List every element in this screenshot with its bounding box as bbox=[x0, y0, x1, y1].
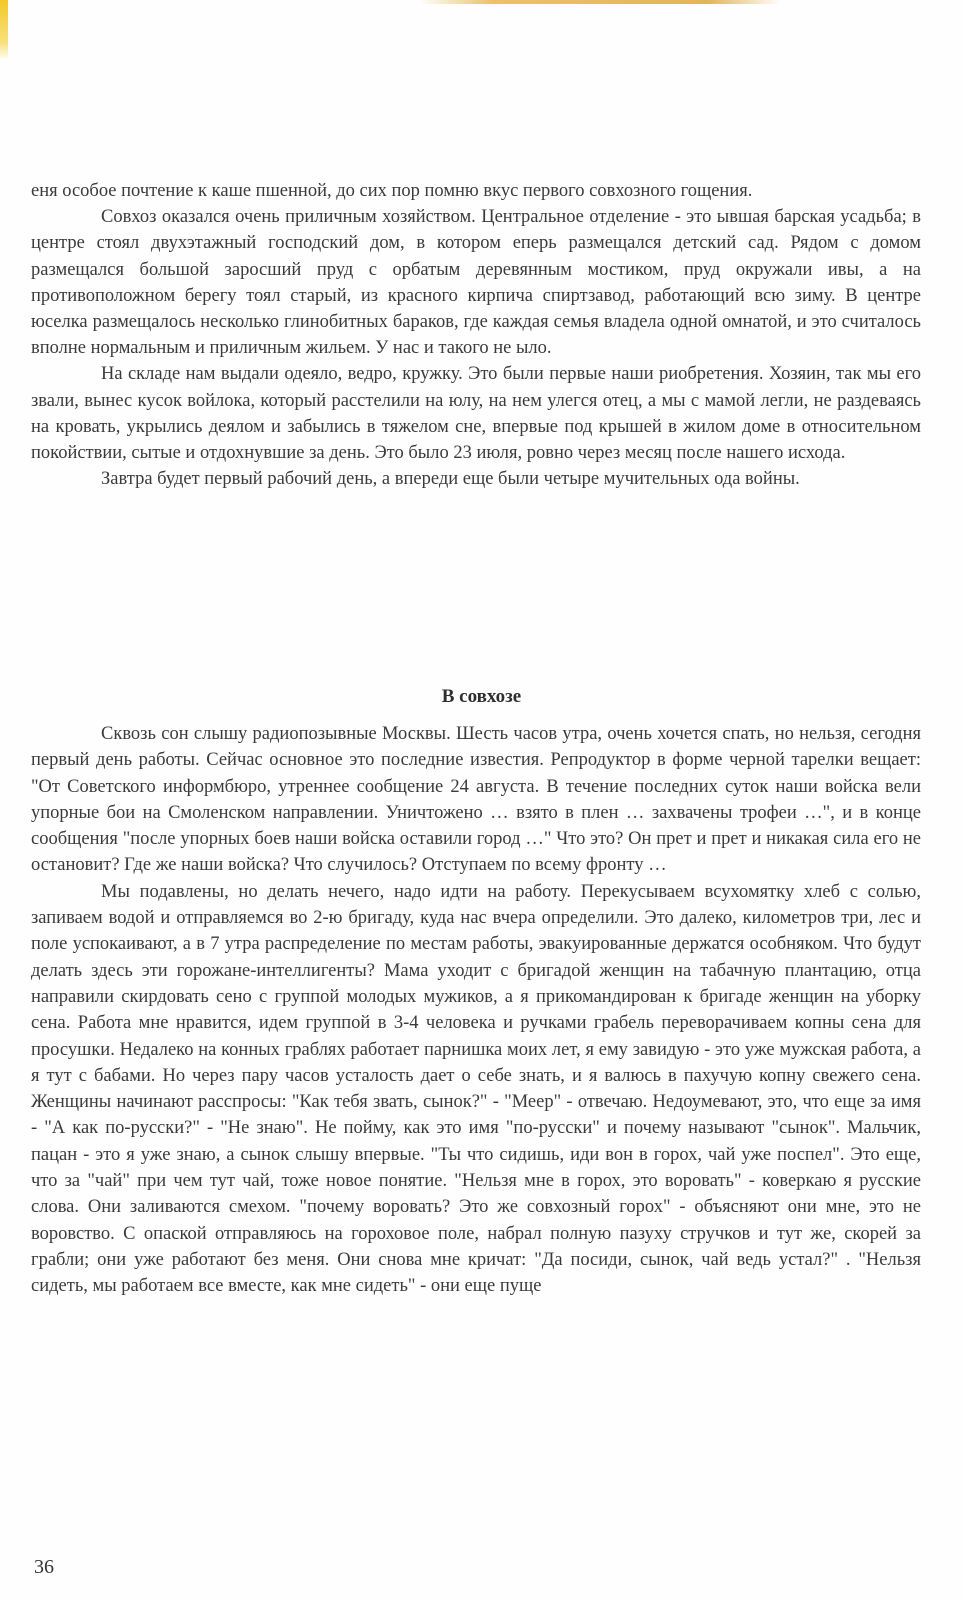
paragraph: Сквозь сон слышу радиопозывные Москвы. Шесть часов утра, очень хочется спать, но нельзя, сегодня первый день работы. Сейчас основное это последние известия. Репродуктор в форме черной тарелки вещает: "От Советского информбюро, утреннее сообщение 24 августа. В течение последних суток наши войска вели упорные бои на Смоленском направлении. Уничтожено … взято в плен … захвачены трофеи …", и в конце сообщения "после упорных боев наши войска оставили город …" Что это? Он прет и прет и никакая сила его не остановит? Где же наши войска? Что случилось? Отступаем по всему фронту … bbox=[31, 724, 921, 876]
paragraph: еня особое почтение к каше пшенной, до сих пор помню вкус первого совхозного гощения. bbox=[31, 181, 753, 201]
text-after-section bbox=[31, 721, 921, 1300]
text-before-section bbox=[31, 178, 921, 492]
scan-edge-mark bbox=[0, 0, 8, 60]
scan-top-mark bbox=[420, 0, 780, 4]
paragraph: Мы подавлены, но делать нечего, надо идти на работу. Перекусываем всухомятку хлеб с солью, запиваем водой и отправляемся во 2-ю бригаду, куда нас вчера определили. Это далеко, километров три, лес и поле успокаивают, а в 7 утра распределение по местам работы, эвакуированные держатся особняком. Что будут делать здесь эти горожане-интеллигенты? Мама уходит с бригадой женщин на табачную плантацию, отца направили скирдовать сено с группой молодых мужиков, а я прикомандирован к бригаде женщин на уборку сена. Работа мне нравится, идем группой в 3-4 человека и ручками грабель переворачиваем копны сена для просушки. Недалеко на конных граблях работает парнишка моих лет, я ему завидую - это уже мужская работа, а я тут с бабами. Но через пару часов усталость дает о себе знать, и я валюсь в пахучую копну свежего сена. Женщины начинают расспросы: "Как тебя звать, сынок?" - "Меер" - отвечаю. Недоумевают, это, что еще за имя - "А как по-русски?" - "Не знаю". Не пойму, как это имя "по-русски" и почему называют "сынок". Мальчик, пацан - это я уже знаю, а сынок слышу впервые. "Ты что сидишь, иди вон в горох, чай уже поспел". Это еще, что за "чай" при чем тут чай, тоже новое понятие. "Нельзя мне в горох, это воровать" - коверкаю я русские слова. Они заливаются смехом. "почему воровать? Это же совхозный горох" - объясняют они мне, это не воровство. С опаской отправляюсь на гороховое поле, набрал полную пазуху стручков и тут же, скорей за грабли; они уже работают без меня. Они снова мне кричат: "Да посиди, сынок, чай ведь устал?" . "Нельзя сидеть, мы работаем все вместе, как мне сидеть" - они еще пуще bbox=[31, 881, 921, 1297]
section-heading: В совхозе bbox=[441, 686, 522, 707]
paragraph: На складе нам выдали одеяло, ведро, кружку. Это были первые наши риобретения. Хозяин, так мы его звали, вынес кусок войлока, который расстелили на юлу, на нем улегся отец, а мы с мамой легли, не раздеваясь на кровать, укрылись деялом и забылись в тяжелом сне, впервые под крышей в жилом доме в относительном покойствии, сытые и отдохнувшие за день. Это было 23 июля, ровно через месяц после нашего исхода. bbox=[31, 364, 921, 464]
paragraph: Завтра будет первый рабочий день, а впереди еще были четыре мучительных ода войны. bbox=[101, 469, 800, 490]
page-number: 36 bbox=[34, 1556, 54, 1578]
paragraph: Совхоз оказался очень приличным хозяйством. Центральное отделение - это ывшая барская усадьба; в центре стоял двухэтажный господский дом, в котором еперь размещался детский сад. Рядом с домом размещался большой заросший пруд с орбатым деревянным мостиком, пруд окружали ивы, а на противоположном берегу тоял старый, из красного кирпича спиртзавод, работающий всю зиму. В центре юселка размещалось несколько глинобитных бараков, где каждая семья владела одной омнатой, и это считалось вполне нормальным и приличным жильем. У нас и такого не ыло. bbox=[31, 207, 921, 359]
